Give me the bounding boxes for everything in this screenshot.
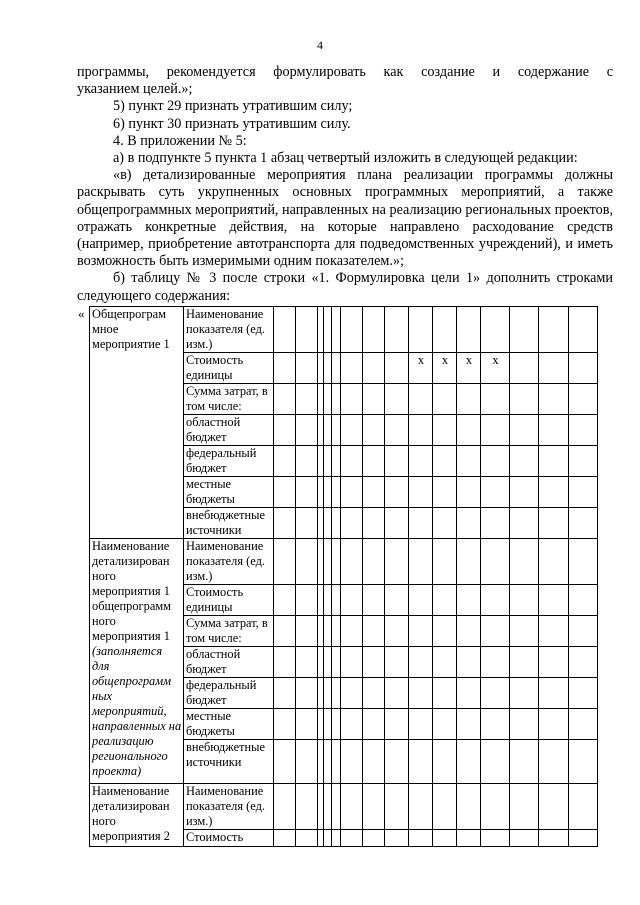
empty-cell bbox=[539, 446, 569, 477]
empty-cell bbox=[539, 647, 569, 678]
empty-cell bbox=[457, 740, 481, 784]
empty-cell bbox=[296, 830, 318, 847]
row-group-label: Общепрограм мное мероприятие 1 bbox=[90, 307, 184, 539]
empty-cell bbox=[510, 709, 539, 740]
empty-cell bbox=[363, 585, 385, 616]
group-note: (заполняется для общепрограмм ных мероприятий, направленных на реализацию регионального проекта) bbox=[92, 644, 182, 778]
table-row bbox=[90, 784, 598, 830]
empty-cell bbox=[363, 384, 385, 415]
empty-cell bbox=[296, 709, 318, 740]
empty-cell bbox=[274, 585, 296, 616]
empty-cell bbox=[385, 740, 409, 784]
empty-cell bbox=[363, 678, 385, 709]
empty-cell bbox=[539, 477, 569, 508]
empty-cell bbox=[481, 678, 510, 709]
empty-cell bbox=[332, 830, 341, 847]
empty-cell bbox=[433, 784, 457, 830]
empty-cell bbox=[510, 353, 539, 384]
empty-cell bbox=[539, 384, 569, 415]
row-label: внебюджетные источники bbox=[184, 508, 274, 539]
empty-cell bbox=[539, 415, 569, 446]
empty-cell bbox=[274, 539, 296, 585]
empty-cell bbox=[296, 415, 318, 446]
empty-cell bbox=[341, 585, 363, 616]
group-title: Наименование детализирован ного мероприятия 1 общепрограмм ного мероприятия 1 bbox=[92, 539, 172, 643]
empty-cell bbox=[385, 830, 409, 847]
empty-cell bbox=[457, 616, 481, 647]
empty-cell bbox=[510, 508, 539, 539]
empty-cell bbox=[385, 784, 409, 830]
paragraph-appendix-5: 4. В приложении № 5: bbox=[113, 132, 247, 149]
empty-cell bbox=[341, 616, 363, 647]
empty-cell bbox=[324, 709, 332, 740]
empty-cell bbox=[433, 415, 457, 446]
empty-cell bbox=[539, 539, 569, 585]
empty-cell bbox=[510, 616, 539, 647]
row-label: областной бюджет bbox=[184, 647, 274, 678]
empty-cell bbox=[409, 830, 433, 847]
empty-cell bbox=[385, 539, 409, 585]
empty-cell bbox=[481, 784, 510, 830]
empty-cell bbox=[341, 678, 363, 709]
empty-cell bbox=[332, 508, 341, 539]
row-label: Сумма затрат, в том числе: bbox=[184, 384, 274, 415]
empty-cell bbox=[332, 678, 341, 709]
empty-cell bbox=[569, 508, 598, 539]
empty-cell bbox=[539, 616, 569, 647]
empty-cell bbox=[332, 384, 341, 415]
empty-cell bbox=[324, 353, 332, 384]
empty-cell bbox=[433, 678, 457, 709]
empty-cell bbox=[481, 647, 510, 678]
empty-cell bbox=[510, 539, 539, 585]
row-label: Наименование показателя (ед. изм.) bbox=[184, 784, 274, 830]
empty-cell bbox=[481, 384, 510, 415]
empty-cell bbox=[433, 647, 457, 678]
row-label: Стоимость единицы bbox=[184, 585, 274, 616]
empty-cell bbox=[332, 784, 341, 830]
empty-cell bbox=[332, 585, 341, 616]
page-number: 4 bbox=[317, 38, 323, 52]
plan-table bbox=[89, 306, 598, 847]
empty-cell bbox=[433, 539, 457, 585]
empty-cell bbox=[332, 539, 341, 585]
empty-cell bbox=[510, 446, 539, 477]
empty-cell bbox=[569, 384, 598, 415]
empty-cell bbox=[481, 709, 510, 740]
empty-cell bbox=[324, 446, 332, 477]
empty-cell bbox=[510, 585, 539, 616]
row-label: Наименование показателя (ед. изм.) bbox=[184, 539, 274, 585]
row-label: федеральный бюджет bbox=[184, 678, 274, 709]
empty-cell bbox=[332, 477, 341, 508]
empty-cell bbox=[324, 415, 332, 446]
empty-cell bbox=[363, 508, 385, 539]
empty-cell bbox=[385, 477, 409, 508]
empty-cell bbox=[296, 307, 318, 353]
empty-cell bbox=[433, 446, 457, 477]
empty-cell bbox=[481, 585, 510, 616]
empty-cell bbox=[385, 585, 409, 616]
row-label: Стоимость единицы bbox=[184, 353, 274, 384]
empty-cell bbox=[409, 678, 433, 709]
empty-cell bbox=[569, 784, 598, 830]
empty-cell bbox=[341, 709, 363, 740]
empty-cell bbox=[510, 784, 539, 830]
empty-cell bbox=[481, 508, 510, 539]
empty-cell bbox=[481, 446, 510, 477]
empty-cell bbox=[510, 477, 539, 508]
row-label: местные бюджеты bbox=[184, 709, 274, 740]
empty-cell bbox=[510, 740, 539, 784]
empty-cell bbox=[341, 740, 363, 784]
empty-cell bbox=[324, 585, 332, 616]
empty-cell bbox=[385, 678, 409, 709]
empty-cell bbox=[457, 477, 481, 508]
empty-cell bbox=[363, 709, 385, 740]
empty-cell bbox=[569, 307, 598, 353]
empty-cell bbox=[409, 415, 433, 446]
empty-cell bbox=[569, 709, 598, 740]
empty-cell bbox=[433, 709, 457, 740]
empty-cell bbox=[274, 678, 296, 709]
empty-cell bbox=[363, 446, 385, 477]
empty-cell bbox=[332, 647, 341, 678]
empty-cell bbox=[409, 647, 433, 678]
empty-cell bbox=[341, 647, 363, 678]
empty-cell bbox=[457, 784, 481, 830]
empty-cell bbox=[409, 508, 433, 539]
empty-cell bbox=[274, 709, 296, 740]
empty-cell bbox=[433, 830, 457, 847]
empty-cell bbox=[481, 415, 510, 446]
empty-cell bbox=[569, 678, 598, 709]
empty-cell bbox=[385, 353, 409, 384]
empty-cell bbox=[363, 784, 385, 830]
empty-cell bbox=[332, 709, 341, 740]
row-group-label bbox=[90, 539, 184, 784]
empty-cell bbox=[274, 616, 296, 647]
empty-cell bbox=[296, 647, 318, 678]
empty-cell bbox=[457, 307, 481, 353]
empty-cell bbox=[433, 307, 457, 353]
empty-cell bbox=[569, 585, 598, 616]
paragraph-subitem-a: а) в подпункте 5 пункта 1 абзац четвертый изложить в следующей редакции: bbox=[113, 150, 578, 167]
empty-cell bbox=[457, 830, 481, 847]
empty-cell bbox=[324, 384, 332, 415]
empty-cell bbox=[385, 647, 409, 678]
empty-cell bbox=[274, 647, 296, 678]
empty-cell bbox=[409, 616, 433, 647]
paragraph-quoted-v: «в) детализированные мероприятия плана реализации программы должны раскрывать суть укрупненных основных программных мероприятий, а также общепрограммных мероприятий, направленных на реализацию региональных проектов, отражать конкретные действия, на которые направлено расходование средств (например, приобретение автотранспорта для подведомственных учреждений), и иметь возможность быть измеримыми одним показателем.»; bbox=[77, 167, 613, 270]
empty-cell bbox=[569, 830, 598, 847]
empty-cell bbox=[296, 740, 318, 784]
empty-cell bbox=[569, 477, 598, 508]
empty-cell bbox=[510, 678, 539, 709]
opening-quote-mark: « bbox=[78, 306, 85, 321]
empty-cell bbox=[332, 740, 341, 784]
empty-cell bbox=[481, 830, 510, 847]
empty-cell bbox=[332, 415, 341, 446]
empty-cell bbox=[510, 647, 539, 678]
empty-cell bbox=[409, 384, 433, 415]
empty-cell bbox=[539, 353, 569, 384]
empty-cell bbox=[409, 446, 433, 477]
empty-cell bbox=[409, 307, 433, 353]
table-row bbox=[90, 307, 598, 353]
empty-cell bbox=[510, 384, 539, 415]
paragraph-item-6: 6) пункт 30 признать утратившим силу. bbox=[113, 115, 351, 132]
row-label: Стоимость bbox=[184, 830, 274, 847]
document-body bbox=[77, 64, 613, 305]
empty-cell bbox=[481, 539, 510, 585]
empty-cell bbox=[332, 616, 341, 647]
empty-cell bbox=[274, 740, 296, 784]
x-mark: x bbox=[433, 353, 457, 384]
empty-cell bbox=[569, 647, 598, 678]
empty-cell bbox=[363, 307, 385, 353]
empty-cell bbox=[296, 384, 318, 415]
empty-cell bbox=[385, 415, 409, 446]
empty-cell bbox=[569, 539, 598, 585]
empty-cell bbox=[457, 446, 481, 477]
empty-cell bbox=[539, 784, 569, 830]
empty-cell bbox=[539, 307, 569, 353]
empty-cell bbox=[539, 678, 569, 709]
empty-cell bbox=[510, 415, 539, 446]
empty-cell bbox=[457, 384, 481, 415]
x-mark: x bbox=[481, 353, 510, 384]
empty-cell bbox=[341, 446, 363, 477]
empty-cell bbox=[324, 784, 332, 830]
empty-cell bbox=[324, 616, 332, 647]
empty-cell bbox=[363, 539, 385, 585]
empty-cell bbox=[274, 830, 296, 847]
empty-cell bbox=[385, 446, 409, 477]
empty-cell bbox=[457, 647, 481, 678]
empty-cell bbox=[363, 616, 385, 647]
empty-cell bbox=[433, 616, 457, 647]
empty-cell bbox=[274, 353, 296, 384]
empty-cell bbox=[274, 784, 296, 830]
empty-cell bbox=[296, 353, 318, 384]
empty-cell bbox=[569, 616, 598, 647]
empty-cell bbox=[341, 539, 363, 585]
empty-cell bbox=[274, 307, 296, 353]
empty-cell bbox=[296, 539, 318, 585]
x-mark: x bbox=[457, 353, 481, 384]
empty-cell bbox=[510, 307, 539, 353]
row-group-label: Наименование детализирован ного мероприятия 2 bbox=[90, 784, 184, 847]
empty-cell bbox=[324, 740, 332, 784]
empty-cell bbox=[324, 647, 332, 678]
empty-cell bbox=[569, 415, 598, 446]
empty-cell bbox=[363, 830, 385, 847]
empty-cell bbox=[385, 709, 409, 740]
empty-cell bbox=[296, 585, 318, 616]
empty-cell bbox=[324, 508, 332, 539]
empty-cell bbox=[457, 539, 481, 585]
row-label: внебюджетные источники bbox=[184, 740, 274, 784]
empty-cell bbox=[363, 353, 385, 384]
empty-cell bbox=[324, 539, 332, 585]
empty-cell bbox=[332, 307, 341, 353]
empty-cell bbox=[409, 477, 433, 508]
empty-cell bbox=[274, 415, 296, 446]
empty-cell bbox=[341, 830, 363, 847]
empty-cell bbox=[324, 477, 332, 508]
empty-cell bbox=[324, 307, 332, 353]
empty-cell bbox=[341, 477, 363, 508]
empty-cell bbox=[433, 384, 457, 415]
empty-cell bbox=[409, 784, 433, 830]
empty-cell bbox=[539, 585, 569, 616]
empty-cell bbox=[433, 477, 457, 508]
empty-cell bbox=[457, 415, 481, 446]
empty-cell bbox=[274, 384, 296, 415]
empty-cell bbox=[341, 384, 363, 415]
empty-cell bbox=[409, 740, 433, 784]
empty-cell bbox=[296, 784, 318, 830]
empty-cell bbox=[433, 585, 457, 616]
empty-cell bbox=[385, 508, 409, 539]
empty-cell bbox=[324, 678, 332, 709]
row-label: местные бюджеты bbox=[184, 477, 274, 508]
empty-cell bbox=[539, 830, 569, 847]
paragraph-subitem-b: б) таблицу № 3 после строки «1. Формулировка цели 1» дополнить строками следующего содержания: bbox=[77, 270, 613, 304]
paragraph-1-line-1: программы, рекомендуется формулировать как создание и содержание с bbox=[77, 64, 613, 80]
row-label: Наименование показателя (ед. изм.) bbox=[184, 307, 274, 353]
empty-cell bbox=[409, 539, 433, 585]
empty-cell bbox=[409, 709, 433, 740]
empty-cell bbox=[385, 616, 409, 647]
empty-cell bbox=[341, 307, 363, 353]
row-label: федеральный бюджет bbox=[184, 446, 274, 477]
empty-cell bbox=[569, 353, 598, 384]
empty-cell bbox=[510, 830, 539, 847]
empty-cell bbox=[341, 784, 363, 830]
empty-cell bbox=[433, 508, 457, 539]
empty-cell bbox=[457, 678, 481, 709]
empty-cell bbox=[363, 647, 385, 678]
empty-cell bbox=[481, 740, 510, 784]
empty-cell bbox=[341, 353, 363, 384]
empty-cell bbox=[481, 616, 510, 647]
empty-cell bbox=[296, 616, 318, 647]
empty-cell bbox=[409, 585, 433, 616]
row-label: Сумма затрат, в том числе: bbox=[184, 616, 274, 647]
empty-cell bbox=[539, 709, 569, 740]
empty-cell bbox=[332, 353, 341, 384]
empty-cell bbox=[539, 508, 569, 539]
empty-cell bbox=[296, 446, 318, 477]
empty-cell bbox=[457, 709, 481, 740]
paragraph-item-5: 5) пункт 29 признать утратившим силу; bbox=[113, 98, 353, 115]
x-mark: x bbox=[409, 353, 433, 384]
paragraph-1-line-2: указанием целей.»; bbox=[77, 81, 193, 98]
empty-cell bbox=[569, 740, 598, 784]
table-row bbox=[90, 539, 598, 585]
empty-cell bbox=[274, 477, 296, 508]
empty-cell bbox=[274, 446, 296, 477]
empty-cell bbox=[385, 384, 409, 415]
empty-cell bbox=[274, 508, 296, 539]
empty-cell bbox=[324, 830, 332, 847]
empty-cell bbox=[363, 477, 385, 508]
empty-cell bbox=[569, 446, 598, 477]
empty-cell bbox=[296, 508, 318, 539]
empty-cell bbox=[481, 307, 510, 353]
empty-cell bbox=[363, 415, 385, 446]
empty-cell bbox=[433, 740, 457, 784]
empty-cell bbox=[341, 415, 363, 446]
empty-cell bbox=[539, 740, 569, 784]
empty-cell bbox=[332, 446, 341, 477]
row-label: областной бюджет bbox=[184, 415, 274, 446]
empty-cell bbox=[363, 740, 385, 784]
empty-cell bbox=[385, 307, 409, 353]
empty-cell bbox=[457, 508, 481, 539]
empty-cell bbox=[341, 508, 363, 539]
empty-cell bbox=[481, 477, 510, 508]
empty-cell bbox=[457, 585, 481, 616]
empty-cell bbox=[296, 678, 318, 709]
empty-cell bbox=[296, 477, 318, 508]
